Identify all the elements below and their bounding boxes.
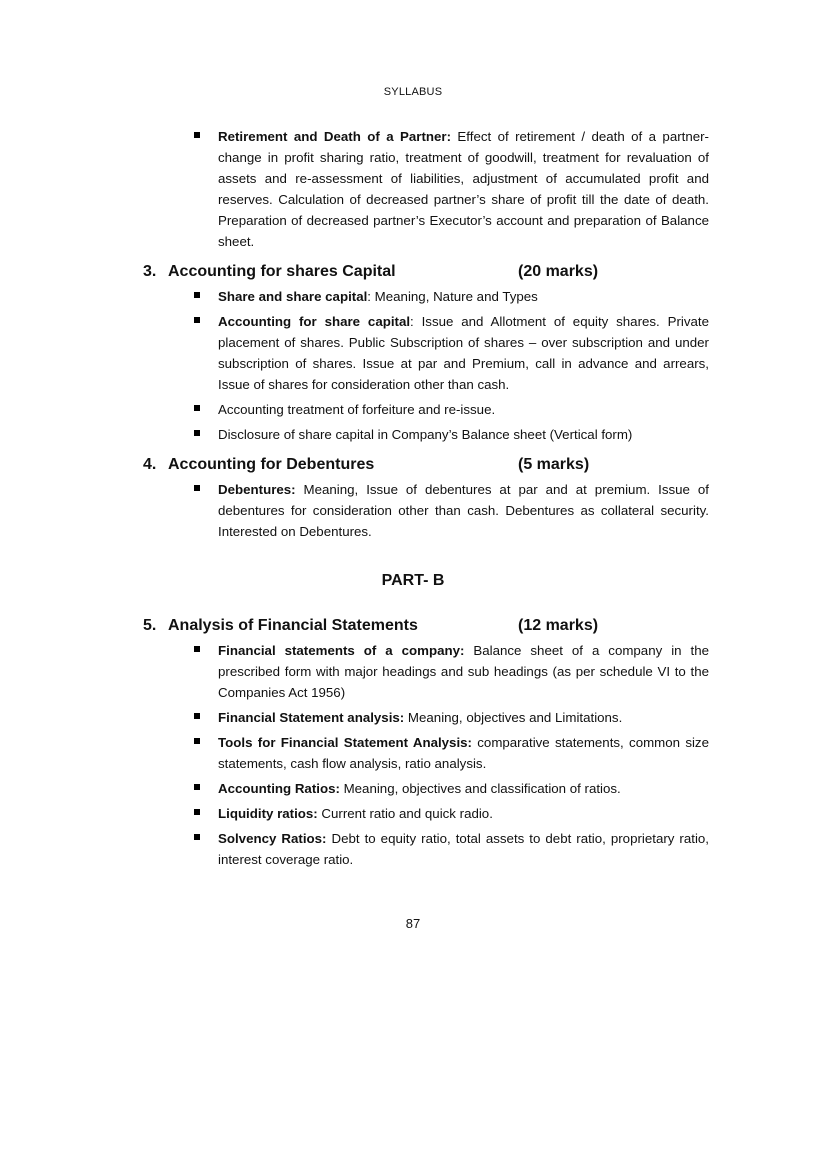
section-marks: (12 marks) <box>518 617 599 634</box>
item-text: : Issue and Allotment of equity shares. Private placement of shares. Public Subscription of shares – over subscription and under subscription of shares. Issue at par and Premium, call in advance and arrears, Issue of shares for consideration other than cash. <box>218 314 709 392</box>
section-heading <box>143 260 709 284</box>
section-marks: (5 marks) <box>518 456 590 473</box>
item-text: : Meaning, Nature and Types <box>367 289 538 304</box>
list-item <box>143 479 709 542</box>
item-text: Balance sheet of a company in the prescribed form with major headings and sub headings (as per schedule VI to the Companies Act 1956) <box>218 643 709 700</box>
item-term: Financial Statement analysis: <box>218 710 405 725</box>
page-header: SYLLABUS <box>383 86 443 98</box>
item-text: Current ratio and quick radio. <box>317 806 493 821</box>
page-number: 87 <box>405 916 421 931</box>
item-text: Effect of retirement / death of a partner- change in profit sharing ratio, treatment of goodwill, treatment for revaluation of assets and re-assessment of liabilities, adjustment of accumulated profit and reserves. Calculation of decreased partner’s share of profit till the date of death. Preparation of decreased partner’s Executor’s account and preparation of Balance sheet. <box>218 129 709 249</box>
item-term: Tools for Financial Statement Analysis: <box>218 735 472 750</box>
square-bullet-icon <box>194 784 200 790</box>
square-bullet-icon <box>194 132 200 138</box>
section-4 <box>143 453 709 542</box>
square-bullet-icon <box>194 405 200 411</box>
intro-bullet-list <box>143 126 709 252</box>
part-heading: PART- B <box>381 572 445 589</box>
list-item <box>143 126 709 252</box>
section-number: 4. <box>143 456 157 473</box>
section-number: 3. <box>143 263 157 280</box>
list-item <box>143 286 709 307</box>
section-3 <box>143 260 709 445</box>
square-bullet-icon <box>194 317 200 323</box>
item-text: Disclosure of share capital in Company’s Balance sheet (Vertical form) <box>218 427 633 442</box>
item-term: Accounting for share capital <box>218 314 411 329</box>
list-item <box>143 424 709 445</box>
section-bullet-list <box>143 286 709 445</box>
list-item <box>143 311 709 395</box>
section-title: Analysis of Financial Statements <box>168 617 418 634</box>
item-text: Accounting treatment of forfeiture and re-issue. <box>218 402 496 417</box>
item-text: Debt to equity ratio, total assets to debt ratio, proprietary ratio, interest coverage ratio. <box>218 831 709 867</box>
list-item <box>143 732 709 774</box>
square-bullet-icon <box>194 646 200 652</box>
section-bullet-list <box>143 640 709 870</box>
square-bullet-icon <box>194 834 200 840</box>
item-text: Meaning, Issue of debentures at par and at premium. Issue of debentures for consideration other than cash. Debentures as collateral security. Interested on Debentures. <box>218 482 709 539</box>
item-term: Retirement and Death of a Partner: <box>218 129 452 144</box>
section-5 <box>143 614 709 870</box>
item-term: Financial statements of a company: <box>218 643 465 658</box>
item-text: Meaning, objectives and classification of ratios. <box>339 781 621 796</box>
item-text: comparative statements, common size statements, cash flow analysis, ratio analysis. <box>218 735 709 771</box>
section-title: Accounting for Debentures <box>168 456 375 473</box>
item-term: Share and share capital <box>218 289 368 304</box>
item-term: Solvency Ratios: <box>218 831 327 846</box>
square-bullet-icon <box>194 292 200 298</box>
list-item <box>143 707 709 728</box>
section-heading <box>143 453 709 477</box>
list-item <box>143 640 709 703</box>
section-heading <box>143 614 709 638</box>
section-title: Accounting for shares Capital <box>168 263 396 280</box>
square-bullet-icon <box>194 430 200 436</box>
section-bullet-list <box>143 479 709 542</box>
syllabus-content <box>143 126 709 874</box>
list-item <box>143 399 709 420</box>
section-number: 5. <box>143 617 157 634</box>
square-bullet-icon <box>194 713 200 719</box>
list-item <box>143 803 709 824</box>
item-term: Liquidity ratios: <box>218 806 318 821</box>
square-bullet-icon <box>194 809 200 815</box>
list-item <box>143 828 709 870</box>
item-term: Debentures: <box>218 482 296 497</box>
square-bullet-icon <box>194 738 200 744</box>
list-item <box>143 778 709 799</box>
item-text: Meaning, objectives and Limitations. <box>404 710 623 725</box>
item-term: Accounting Ratios: <box>218 781 340 796</box>
square-bullet-icon <box>194 485 200 491</box>
section-marks: (20 marks) <box>518 263 599 280</box>
